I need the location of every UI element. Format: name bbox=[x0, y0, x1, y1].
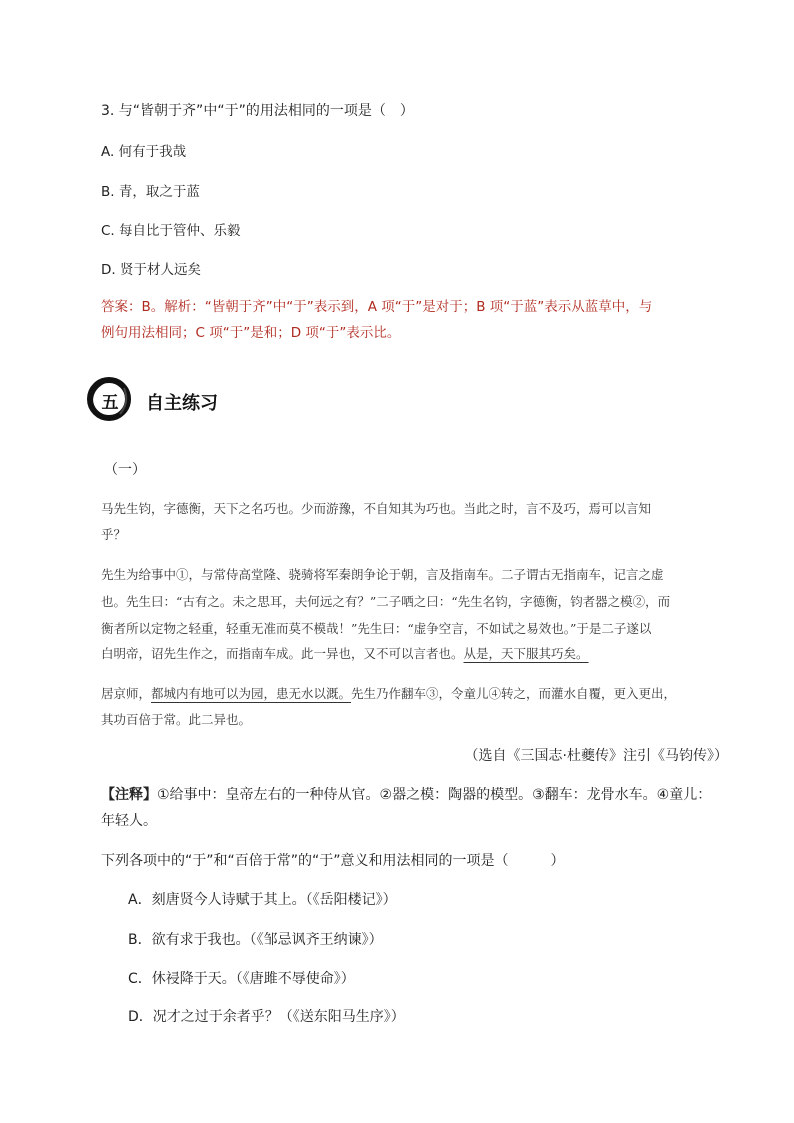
passage-p2-line-2: 也。先生曰：“古有之。未之思耳，夫何远之有？”二子哂之曰：“先生名钧，字德衡，钧者器之模②，而 bbox=[101, 594, 671, 609]
notes-text: ①给事中：皇帝左右的一种侍从官。②器之模：陶器的模型。③翻车：龙骨水车。④童儿： bbox=[157, 787, 712, 803]
exercise-option-d: D．况才之过于余者乎？（《送东阳马生序》） bbox=[128, 1009, 405, 1025]
notes-line-1 bbox=[101, 782, 711, 808]
passage-p2-line-3: 衡者所以定物之轻重，轻重无准而莫不模哉！”先生曰：“虚争空言，不如试之易效也。”于是二子遂以 bbox=[101, 621, 652, 636]
exercise-option-a: A．刻唐贤今人诗赋于其上。（《岳阳楼记》） bbox=[128, 892, 397, 908]
question-3-option-c: C. 每自比于管仲、乐毅 bbox=[101, 223, 241, 239]
passage-p1-line-1: 马先生钧，字德衡，天下之名巧也。少而游豫，不自知其为巧也。当此之时，言不及巧，焉可以言知 bbox=[101, 501, 652, 516]
exercise-option-b: B．欲有求于我也。（《邹忌讽齐王纳谏》） bbox=[128, 932, 383, 948]
passage-p3-line-2: 其功百倍于常。此二异也。 bbox=[101, 712, 252, 727]
answer-explanation-line-1: 答案：B。解析：“皆朝于齐”中“于”表示到，A 项“于”是对于；B 项“于蓝”表示从蓝草中，与 bbox=[101, 299, 653, 315]
passage-p3-line-1 bbox=[101, 679, 676, 708]
question-3-stem: 3. 与“皆朝于齐”中“于”的用法相同的一项是（ ） bbox=[101, 103, 414, 119]
passage-p2-line-4-text: 白明帝，诏先生作之，而指南车成。此一异也，又不可以言者也。 bbox=[101, 646, 464, 661]
question-3-option-b: B. 青，取之于蓝 bbox=[101, 184, 200, 200]
section-title: 自主练习 bbox=[146, 393, 218, 414]
section-number: 五 bbox=[101, 393, 119, 413]
passage-p1-line-2: 乎？ bbox=[101, 527, 127, 542]
passage-p3-line-1-start: 居京师， bbox=[101, 686, 152, 701]
passage-p3-line-1-end: 先生乃作翻车③，令童儿④转之，而灌水自覆，更入更出， bbox=[351, 686, 677, 701]
answer-explanation-line-2: 例句用法相同；C 项“于”是和；D 项“于”表示比。 bbox=[101, 325, 401, 341]
underlined-sentence-1: 从是，天下服其巧矣。 bbox=[463, 646, 589, 661]
exercise-question-stem: 下列各项中的“于”和“百倍于常”的“于”意义和用法相同的一项是（ ） bbox=[101, 853, 565, 869]
exercise-option-c: C．休祲降于天。（《唐雎不辱使命》） bbox=[128, 971, 355, 987]
notes-label: 【注释】 bbox=[101, 787, 157, 803]
question-3-option-a: A. 何有于我哉 bbox=[101, 144, 187, 160]
passage-source: （选自《三国志·杜夔传》注引《马钧传》） bbox=[464, 748, 728, 764]
notes-line-2: 年轻人。 bbox=[101, 813, 157, 829]
passage-part-label: （一） bbox=[104, 462, 146, 478]
underlined-sentence-2: 都城内有地可以为园，患无水以溉。 bbox=[151, 686, 352, 701]
question-3-option-d: D. 贤于材人远矣 bbox=[101, 262, 201, 278]
passage-p2-line-1: 先生为给事中①，与常侍高堂隆、骁骑将军秦朗争论于朝，言及指南车。二子谓古无指南车，记言之虚 bbox=[101, 567, 664, 582]
passage-p2-line-4 bbox=[101, 639, 589, 668]
